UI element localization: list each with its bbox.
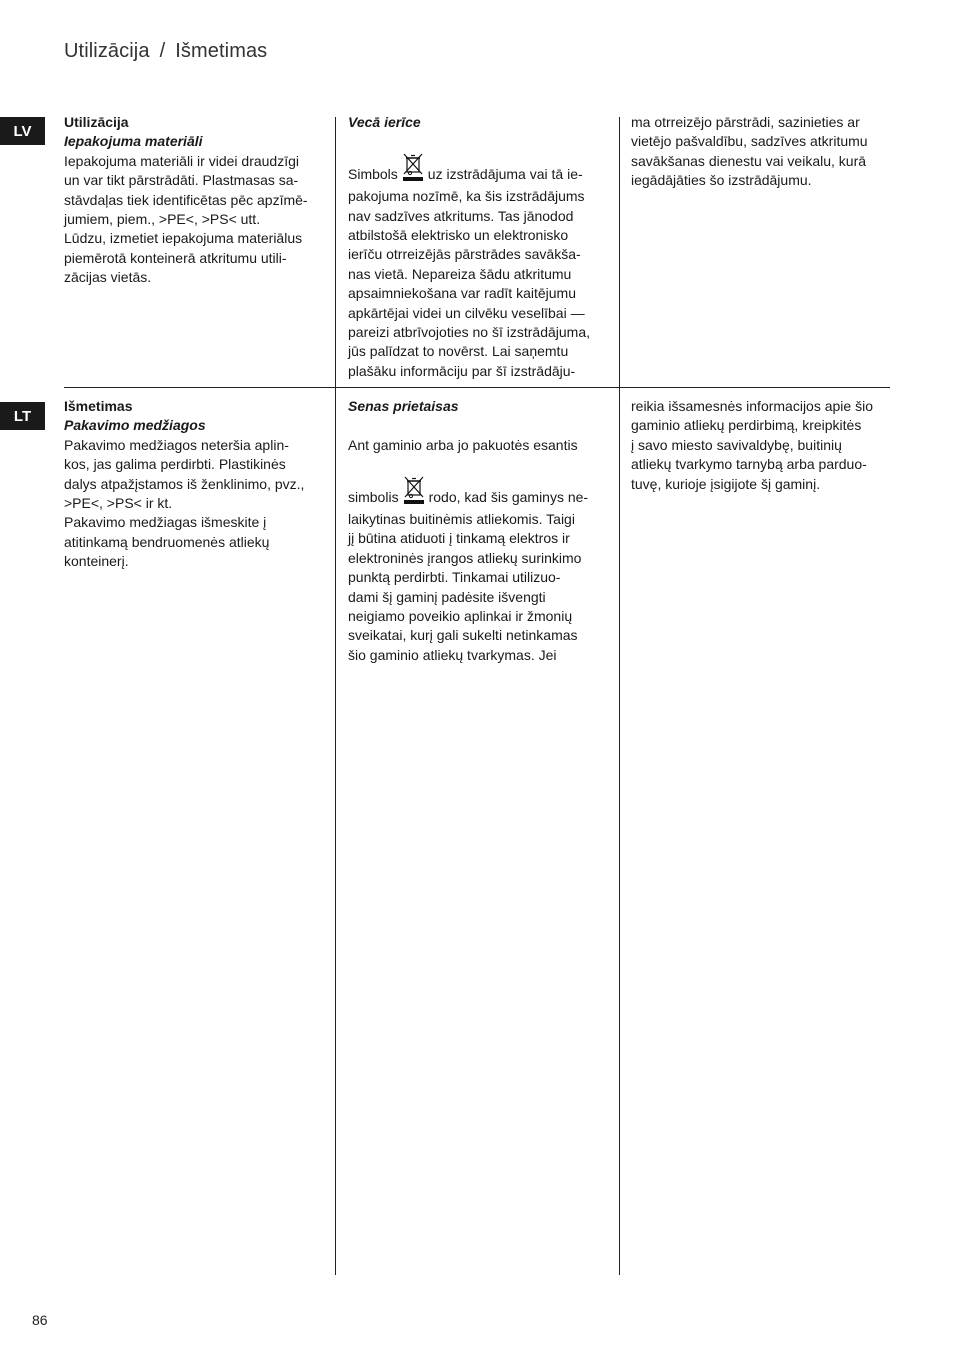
text-line: dalys atpažįstamos iš ženklinimo, pvz., (64, 475, 305, 492)
text-line: šio gaminio atliekų tvarkymas. Jei (348, 646, 557, 663)
text-line: sveikatai, kurį gali sukelti netinkamas (348, 627, 578, 644)
text-line: atitinkamą bendruomenės atliekų (64, 533, 270, 550)
text-line: į savo miesto savivaldybę, buitinių (631, 436, 842, 453)
header-title-right: Išmetimas (175, 40, 268, 62)
lv-heading: Utilizācija (64, 114, 129, 130)
text-line: atliekų tvarkymo tarnybą arba parduo- (631, 456, 867, 473)
text-line: savākšanas dienestu vai veikalu, kurā (631, 152, 867, 169)
lv-column-2 (348, 113, 610, 381)
lv-device-subheading: Vecā ierīce (348, 114, 421, 130)
text-line: laikytinas buitinėmis atliekomis. Taigi (348, 511, 575, 527)
text-line: iegādājāties šo izstrādājumu. (631, 172, 812, 189)
column-divider-1 (335, 117, 336, 1275)
text-line: punktą perdirbti. Tinkamai utilizuo- (348, 569, 561, 586)
lt-subheading: Pakavimo medžiagos (64, 417, 206, 434)
text-line: jumiem, piem., >PE<, >PS< utt. (64, 211, 261, 228)
symbol-text-before: simbolis (348, 488, 399, 505)
symbol-text-after: rodo, kad šis gaminys ne- (428, 488, 589, 505)
text-line: vietējo pašvaldību, sadzīves atkritumu (631, 133, 868, 150)
text-line: dami šį gaminį padėsite išvengti (348, 588, 546, 605)
lt-heading: Išmetimas (64, 398, 133, 414)
lt-column-3 (631, 397, 893, 494)
crossed-out-wheelie-bin-icon (403, 475, 425, 510)
text-line: Iepakojuma materiāli ir videi draudzīgi (64, 152, 299, 169)
symbol-text-after: uz izstrādājuma vai tā ie- (427, 165, 583, 182)
crossed-out-wheelie-bin-icon (402, 152, 424, 187)
lang-tab-lt: LT (0, 402, 45, 430)
section-divider (64, 387, 890, 388)
lv-column-1 (64, 113, 326, 288)
text-line: un var tikt pārstrādāti. Plastmasas sa- (64, 172, 299, 189)
text-line: Pakavimo medžiagos neteršia aplin- (64, 436, 289, 453)
text-line: piemērotā konteinerā atkritumu utili- (64, 249, 287, 266)
text-line: konteinerį. (64, 553, 129, 570)
header-separator: / (159, 40, 166, 62)
text-line: reikia išsamesnės informacijos apie šio (631, 398, 873, 414)
page-header (64, 40, 267, 63)
text-line: pakojuma nozīmē, ka šis izstrādājums (348, 188, 585, 205)
text-line: nav sadzīves atkritums. Tas jānodod (348, 207, 574, 224)
text-line: Lūdzu, izmetiet iepakojuma materiālus (64, 230, 303, 247)
header-title-left: Utilizācija (64, 40, 150, 62)
text-line: atbilstošā elektrisko un elektronisko (348, 227, 569, 244)
text-line: ierīču otrreizējās pārstrādes savākša- (348, 246, 581, 263)
lv-subheading: Iepakojuma materiāli (64, 133, 203, 150)
text-line: >PE<, >PS< ir kt. (64, 495, 173, 512)
text-line: kos, jas galima perdirbti. Plastikinės (64, 456, 286, 473)
symbol-text-before: Simbols (348, 165, 398, 182)
lang-tab-lv: LV (0, 117, 45, 145)
column-divider-2 (619, 117, 620, 1275)
text-line: tuvę, kurioje įsigijote šį gaminį. (631, 475, 821, 492)
lt-device-subheading: Senas prietaisas (348, 398, 459, 414)
lt-column-1 (64, 397, 326, 572)
text-line: jį būtina atiduoti į tinkamą elektros ir (348, 530, 570, 547)
text-line: apkārtējai videi un cilvēku veselībai — (348, 304, 585, 321)
text-line: Pakavimo medžiagas išmeskite į (64, 514, 267, 531)
text-line: pareizi atbrīvojoties no šī izstrādājuma, (348, 324, 590, 341)
text-line: zācijas vietās. (64, 269, 152, 286)
text-line: neigiamo poveikio aplinkai ir žmonių (348, 608, 573, 625)
symbol-line (348, 152, 610, 187)
text-line: apsaimniekošana var radīt kaitējumu (348, 285, 577, 302)
lt-column-2 (348, 397, 610, 665)
text-line: gaminio atliekų perdirbimą, kreipkitės (631, 417, 862, 434)
text-line: Ant gaminio arba jo pakuotės esantis (348, 436, 578, 453)
symbol-line (348, 475, 610, 510)
lv-column-3 (631, 113, 893, 191)
page-number: 86 (32, 1312, 48, 1328)
text-line: nas vietā. Nepareiza šādu atkritumu (348, 265, 572, 282)
text-line: stāvdaļas tiek identificētas pēc apzīmē- (64, 191, 308, 208)
text-line: elektroninės įrangos atliekų surinkimo (348, 549, 582, 566)
text-line: plašāku informāciju par šī izstrādāju- (348, 362, 576, 379)
text-line: jūs palīdzat to novērst. Lai saņemtu (348, 343, 569, 360)
text-line: ma otrreizējo pārstrādi, sazinieties ar (631, 114, 860, 130)
